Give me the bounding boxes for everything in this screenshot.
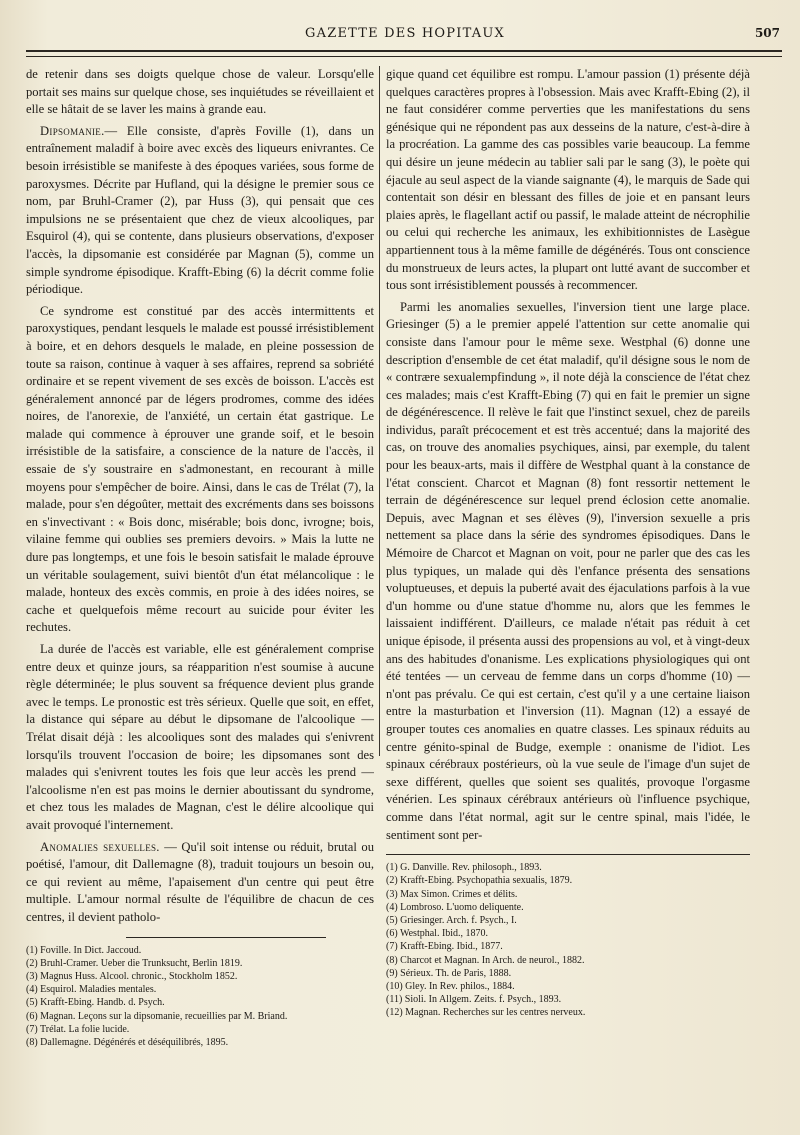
paragraph: gique quand cet équilibre est rompu. L'amour passion (1) présente déjà quelques caractères propres à l'obsession. Mais avec Krafft-Ebing (2), il ne faut considérer comme perverties que les manifestations du sens génésique qui ne répondent pas aux desseins de la nature, c'est-à-dire à la procréation. La gamme des cas possibles varie beaucoup. La femme qui désire un jeune médecin au tablier sali par le sang (3), le poète qui éjacule au seul aspect de la viande saignante (4), le marquis de Sade qui contentait son désir en blessant des filles de joie et en pansant leurs plaies après, le flagellant actif ou passif, le malade atteint de nécrophilie ou celui qui recherche les animaux, les exhibitionnistes de Lasègue appartiennent tous à la même famille de dégénérés. Tous ont conscience du monstrueux de leurs actes, la plupart ont lutté avant de succomber et tous sont irrésistiblement poussés à recommencer. [386, 67, 750, 293]
footnote: (8) Charcot et Magnan. In Arch. de neurol., 1882. [386, 954, 585, 966]
footnote: (1) G. Danville. Rev. philosoph., 1893. [386, 862, 542, 874]
footnote: (9) Sérieux. Th. de Paris, 1888. [386, 967, 512, 979]
section-label: Dipsomanie. [40, 123, 105, 138]
footnote: (2) Bruhl-Cramer. Ueber die Trunksucht, Berlin 1819. [26, 957, 243, 969]
footnote: (4) Esquirol. Maladies mentales. [26, 984, 157, 996]
page-number: 507 [754, 26, 780, 40]
footnote: (3) Max Simon. Crimes et délits. [386, 888, 518, 900]
section-label: Anomalies sexuelles. [40, 839, 160, 854]
footnote: (3) Magnus Huss. Alcool. chronic., Stockholm 1852. [26, 970, 238, 982]
footnote: (4) Lombroso. L'uomo deliquente. [386, 901, 524, 913]
footnotes-right [386, 861, 750, 1019]
footnote-rule [126, 937, 326, 938]
footnote-rule [386, 854, 750, 855]
footnote: (10) Gley. In Rev. philos., 1884. [386, 980, 515, 992]
paragraph-anomalies [26, 839, 374, 927]
footnote: (6) Magnan. Leçons sur la dipsomanie, recueillies par M. Briand. [26, 1010, 288, 1022]
footnote: (12) Magnan. Recherches sur les centres nerveux. [386, 1007, 586, 1019]
paragraph: La durée de l'accès est variable, elle est généralement comprise entre deux et quinze jours, sa réapparition n'est soumise à aucune règle déterminée; le plus souvent sa fréquence devient plus grande avec le temps. Le pronostic est très sérieux. Quelle que soit, en effet, la distance qui sépare au début le dipsomane de l'alcoolique — Trélat disait déjà : les alcooliques sont des malades qui s'enivrent lorsqu'ils trouvent l'occasion de boire; les dipsomanes sont des malades qui s'enivrent toutes les fois que leur accès les prend — l'alcoolisme n'en est pas moins le dernier aboutissant du syndrome, et chez tous les malades de Magnan, c'est le délire alcoolique qui avait provoqué l'internement. [26, 642, 374, 832]
paragraph-text: — Elle consiste, d'après Foville (1), dans un entraînement maladif à boire avec excès des liqueurs enivrantes. Ce besoin irrésistible se manifeste à des époques variées, sous forme de paroxysmes. Décrite par Hufland, qui la désigne le premier sous ce nom, par Bruhl-Cramer (2), par Huss (3), qui pensait que ces impulsions ne se présentaient que chez de vieux alcooliques, par Esquirol (4), qui se contente, dans plusieurs observations, d'exposer l'accès, la dipsomanie est considérée par Magnan (5), comme un simple syndrome épisodique. Krafft-Ebing (6) la décrit comme folie périodique. [26, 123, 374, 297]
page-header [30, 26, 780, 46]
right-column [386, 66, 750, 1116]
footnote: (7) Krafft-Ebing. Ibid., 1877. [386, 941, 503, 953]
footnote: (1) Foville. In Dict. Jaccoud. [26, 944, 142, 956]
footnote: (5) Krafft-Ebing. Handb. d. Psych. [26, 997, 165, 1009]
column-divider [379, 66, 380, 756]
paragraph: Ce syndrome est constitué par des accès intermittents et paroxystiques, pendant lesquels le malade est poussé irrésistiblement à boire, et en dehors desquels le malade, en pleine possession de toute sa raison, continue à vaquer à ses affaires, reprend sa sobriété ordinaire et se repent vivement de ses excès de boisson. L'accès est généralement annoncé par de légers prodromes, comme des idées noires, de l'anorexie, de l'anxiété, un certain état gastrique. Le malade qui commence à éprouver une grande soif, et le besoin irrésistible de la satisfaire, a conscience de la nature de l'accès, il essaie de s'y soustraire en s'admonestant, en recourant à mille moyens pour s'empêcher de boire. Ainsi, dans le cas de Trélat (7), la malade, pour s'en dégoûter, mettait des excréments dans ses boissons en s'invectivant : « Bois donc, misérable; bois donc, ivrogne; bois, vilaine femme qui oublies ses premiers devoirs. » Mais la lutte ne dure pas longtemps, et une fois le besoin satisfait le malade éprouve un véritable soulagement, suivi bientôt d'un état mélancolique : le malade, honteux des excès commis, en proie à des idées noires, se cache et quelquefois même recourt au suicide pour éviter les rechutes. [26, 303, 374, 635]
footnotes-left [26, 944, 374, 1050]
journal-title: GAZETTE DES HOPITAUX [305, 26, 505, 41]
paragraph-dipsomanie [26, 123, 374, 299]
header-rule-thin [26, 56, 782, 57]
paragraph-text: — Qu'il soit intense ou réduit, brutal ou poétisé, l'amour, dit Dallemagne (8), traduit toujours un besoin ou, ce qui revient au même, l'apaisement d'un centre qui peut être multiple. L'amour normal résulte de l'équilibre de chacun de ces centres, il devient patholo- [26, 839, 374, 924]
footnote: (8) Dallemagne. Dégénérés et déséquilibrés, 1895. [26, 1036, 229, 1048]
footnote: (5) Griesinger. Arch. f. Psych., I. [386, 914, 517, 926]
header-rule-thick [26, 50, 782, 52]
paragraph: de retenir dans ses doigts quelque chose de valeur. Lorsqu'elle portait ses mains sur quelque chose, ses inquiétudes se réveillaient et elle se hâtait de se laver les mains à grande eau. [26, 67, 374, 117]
paragraph: Parmi les anomalies sexuelles, l'inversion tient une large place. Griesinger (5) a le premier appelé l'attention sur cette anomalie qui consiste dans l'amour pour le même sexe. Westphal (6) donne une description d'ensemble de cet état maladif, qu'il désigne sous le nom de « contrære sexualempfindung », il note déjà la conscience de l'état chez ces malades; mais c'est Krafft-Ebing (7) qui en fait le premier un signe de dégénérescence. Il relève le fait que l'instinct sexuel, chez de pareils individus, paraît précocement et est très accentué; dans la majorité des cas, on trouve des anomalies psychiques, ainsi, par exemple, du talent pour les beaux-arts, mais il diffère de Westphal quant à la constance de l'état conscient. Charcot et Magnan (8) font ressortir nettement le terrain de dégénérescence sur lequel prend éclosion cette anomalie. Depuis, avec Magnan et ses élèves (9), l'inversion sexuelle a pris nettement sa place dans la série des syndromes épisodiques. Dans le Mémoire de Charcot et Magnan on voit, pour ne parler que des cas les plus typiques, un malade qui dès l'enfance présenta des sensations voluptueuses, et depuis la puberté avait des éjaculations parfois à la vue d'un homme ou d'une statue d'homme nu, alors que les femmes le laissaient indifférent. D'ailleurs, ce malade n'était pas réduit à cet unique épisode, il présenta aussi des propensions au vol, et à vingt-deux ans des habitudes d'onanisme. Les explications physiologiques qui ont été tentées — un cerveau de femme dans un corps d'homme (10) — n'ont pas prévalu. Ce qui est certain, c'est qu'il y a une certaine liaison entre la masturbation et l'inversion (11). Magnan (12) a essayé de grouper toutes ces anomalies en quatre classes. Les spinaux réduits au centre génito-spinal de Budge, exemple : onanisme de l'idiot. Les spinaux cérébraux postérieurs, où la vue seule de l'image d'un sujet de sexe différent, quelles que soient ses qualités, provoque l'orgasme vénérien. Les spinaux cérébraux antérieurs où l'influence psychique, comme dans l'état normal, agit sur le centre spinal, mais l'idée, le sentiment sont per- [386, 299, 750, 842]
left-column [26, 66, 374, 1116]
footnote: (7) Trélat. La folie lucide. [26, 1023, 130, 1035]
footnote: (2) Krafft-Ebing. Psychopathia sexualis, 1879. [386, 875, 573, 887]
footnote: (11) Sioli. In Allgem. Zeits. f. Psych., 1893. [386, 994, 562, 1006]
footnote: (6) Westphal. Ibid., 1870. [386, 928, 489, 940]
